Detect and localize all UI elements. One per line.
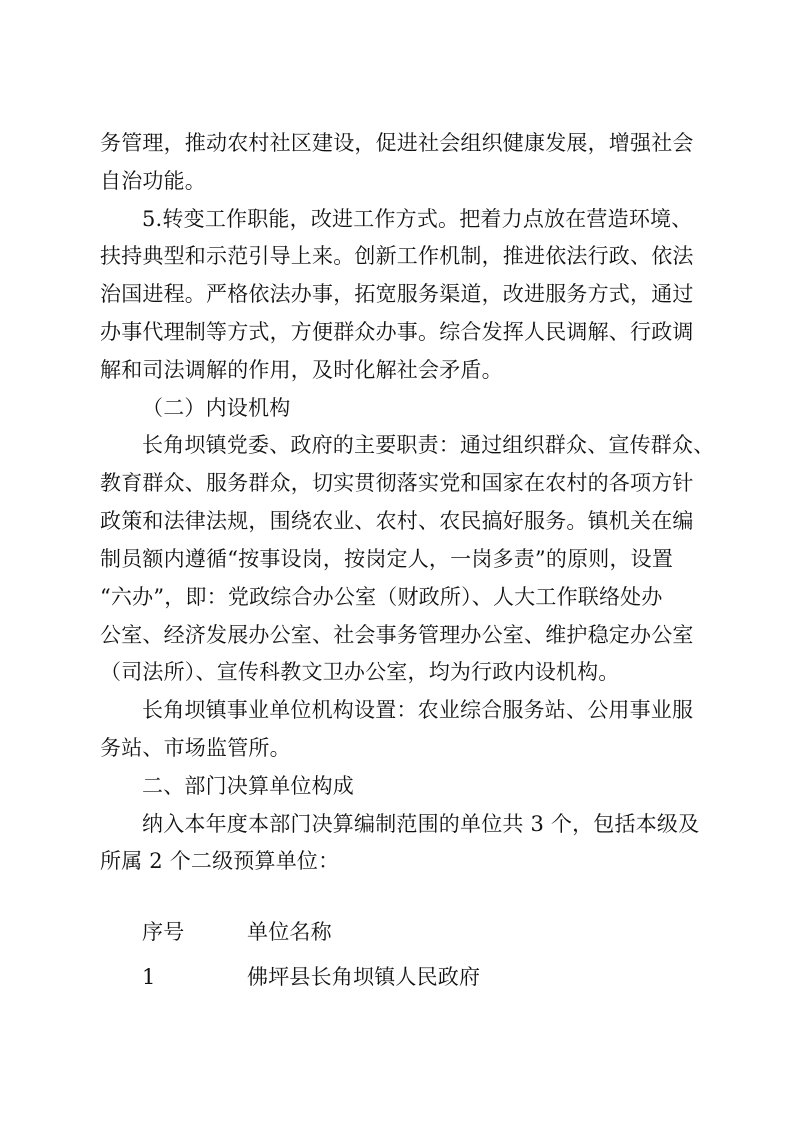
table-cell-index: 1 [142, 965, 156, 989]
section-heading: （二）内设机构 [142, 396, 291, 420]
paragraph-line: 纳入本年度本部门决算编制范围的单位共 3 个，包括本级及 [142, 812, 700, 836]
table-cell-name: 佛坪县长角坝镇人民政府 [247, 965, 481, 989]
paragraph-line: 5.转变工作职能，改进工作方式。把着力点放在营造环境、 [142, 207, 693, 231]
paragraph-line: 长角坝镇党委、政府的主要职责：通过组织群众、宣传群众、 [142, 433, 715, 457]
paragraph-line: “六办”，即：党政综合办公室（财政所）、人大工作联络处办 [100, 585, 663, 609]
section-heading: 二、部门决算单位构成 [142, 774, 354, 798]
paragraph-line: （司法所）、宣传科教文卫办公室，均为行政内设机构。 [100, 660, 620, 684]
paragraph-line: 所属 2 个二级预算单位： [100, 849, 340, 873]
paragraph-line: 治国进程。严格依法办事，拓宽服务渠道，改进服务方式，通过 [100, 282, 694, 306]
paragraph-line: 政策和法律法规，围绕农业、农村、农民搞好服务。镇机关在编 [100, 509, 694, 533]
paragraph-line: 解和司法调解的作用，及时化解社会矛盾。 [100, 358, 503, 382]
paragraph-line: 长角坝镇事业单位机构设置：农业综合服务站、公用事业服 [142, 698, 694, 722]
paragraph-line: 制员额内遵循“按事设岗，按岗定人，一岗多责”的原则，设置 [100, 547, 674, 571]
paragraph-line: 办事代理制等方式，方便群众办事。综合发挥人民调解、行政调 [100, 320, 694, 344]
table-header-index: 序号 [142, 920, 185, 944]
paragraph-line: 务站、市场监管所。 [100, 736, 291, 760]
table-header-name: 单位名称 [247, 920, 332, 944]
paragraph-line: 扶持典型和示范引导上来。创新工作机制，推进依法行政、依法 [100, 244, 694, 268]
paragraph-line: 务管理，推动农村社区建设，促进社会组织健康发展，增强社会 [100, 131, 694, 155]
paragraph-line: 自治功能。 [100, 169, 206, 193]
paragraph-line: 公室、经济发展办公室、社会事务管理办公室、维护稳定办公室 [100, 623, 694, 647]
paragraph-line: 教育群众、服务群众，切实贯彻落实党和国家在农村的各项方针 [100, 471, 694, 495]
